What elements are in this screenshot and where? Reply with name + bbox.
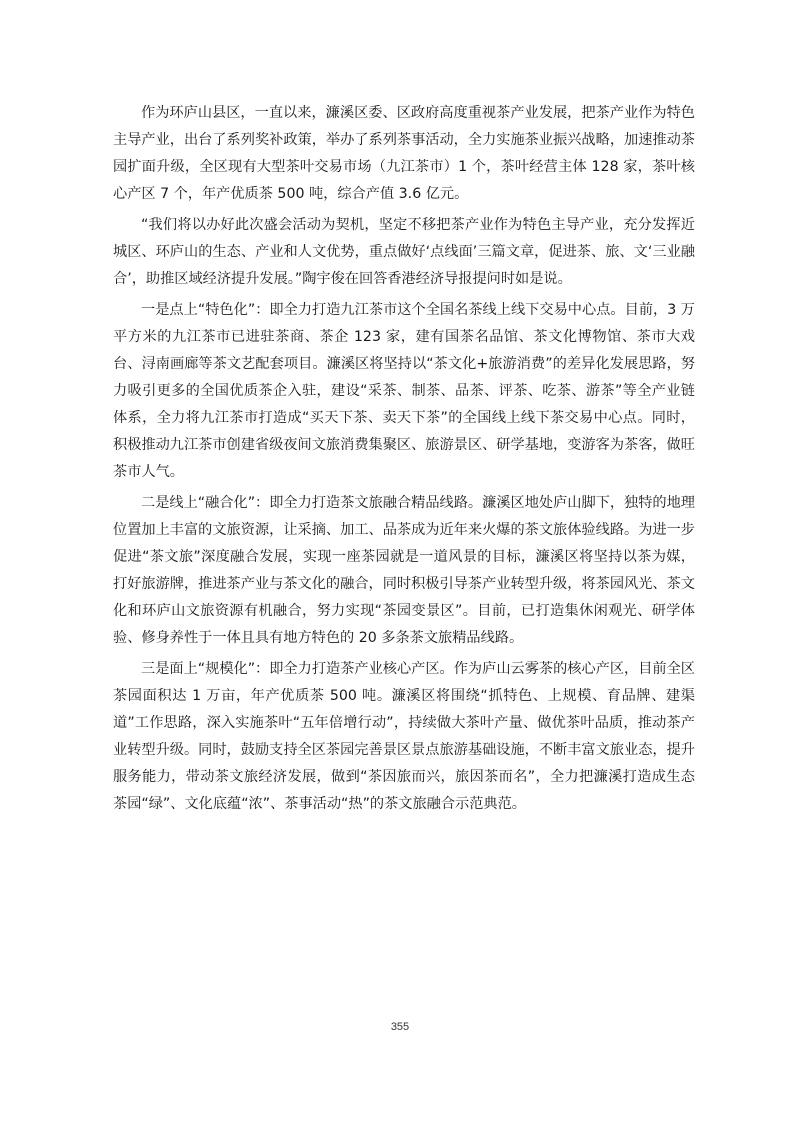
paragraph-area: 三是面上“规模化”：即全力打造茶产业核心产区。作为庐山云雾茶的核心产区，目前全区茶园面积达 1 万亩，年产优质茶 500 吨。濂溪区将围绕“抓特色、上规模、育品牌、建渠道”工作思路，深入实施茶叶“五年倍增行动”，持续做大茶叶产量、做优茶叶品质，推动茶产业转型升级。同时，鼓励支持全区茶园完善景区景点旅游基础设施，不断丰富文旅业态，提升服务能力，带动茶文旅经济发展，做到“茶因旅而兴，旅因茶而名”，全力把濂溪打造成生态茶园“绿”、文化底蕴“浓”、茶事活动“热”的茶文旅融合示范典范。 bbox=[113, 661, 695, 812]
paragraph-intro: 作为环庐山县区，一直以来，濂溪区委、区政府高度重视茶产业发展，把茶产业作为特色主导产业，出台了系列奖补政策，举办了系列茶事活动，全力实施茶业振兴战略，加速推动茶园扩面升级，全区现有大型茶叶交易市场（九江茶市）1 个，茶叶经营主体 128 家，茶叶核心产区 7 个，年产优质茶 500 吨，综合产值 3.6 亿元。 bbox=[113, 105, 695, 202]
document-body bbox=[113, 100, 695, 822]
page-number: 355 bbox=[390, 1021, 410, 1033]
paragraph-line: 二是线上“融合化”：即全力打造茶文旅融合精品线路。濂溪区地处庐山脚下，独特的地理位置加上丰富的文旅资源，让采摘、加工、品茶成为近年来火爆的茶文旅体验线路。为进一步促进“茶文旅”深度融合发展，实现一座茶园就是一道风景的目标，濂溪区将坚持以茶为媒，打好旅游牌，推进茶产业与茶文化的融合，同时积极引导茶产业转型升级，将茶园风光、茶文化和环庐山文旅资源有机融合，努力实现“茶园变景区”。目前，已打造集休闲观光、研学体验、修身养性于一体且具有地方特色的 20 多条茶文旅精品线路。 bbox=[113, 495, 695, 646]
paragraph-quote: “我们将以办好此次盛会活动为契机，坚定不移把茶产业作为特色主导产业，充分发挥近城区、环庐山的生态、产业和人文优势，重点做好‘点线面’三篇文章，促进茶、旅、文‘三业融合’，助推区域经济提升发展。”陶宇俊在回答香港经济导报提问时如是说。 bbox=[113, 217, 695, 287]
paragraph-point: 一是点上“特色化”：即全力打造九江茶市这个全国名茶线上线下交易中心点。目前，3 万平方米的九江茶市已进驻茶商、茶企 123 家，建有国茶名品馆、茶文化博物馆、茶市大戏台、浔南画廊等茶文艺配套项目。濂溪区将坚持以“茶文化+旅游消费”的差异化发展思路，努力吸引更多的全国优质茶企入驻，建设“采茶、制茶、品茶、评茶、吃茶、游茶”等全产业链体系，全力将九江茶市打造成“买天下茶、卖天下茶”的全国线上线下茶交易中心点。同时，积极推动九江茶市创建省级夜间文旅消费集聚区、旅游景区、研学基地，变游客为茶客，做旺茶市人气。 bbox=[113, 302, 695, 480]
